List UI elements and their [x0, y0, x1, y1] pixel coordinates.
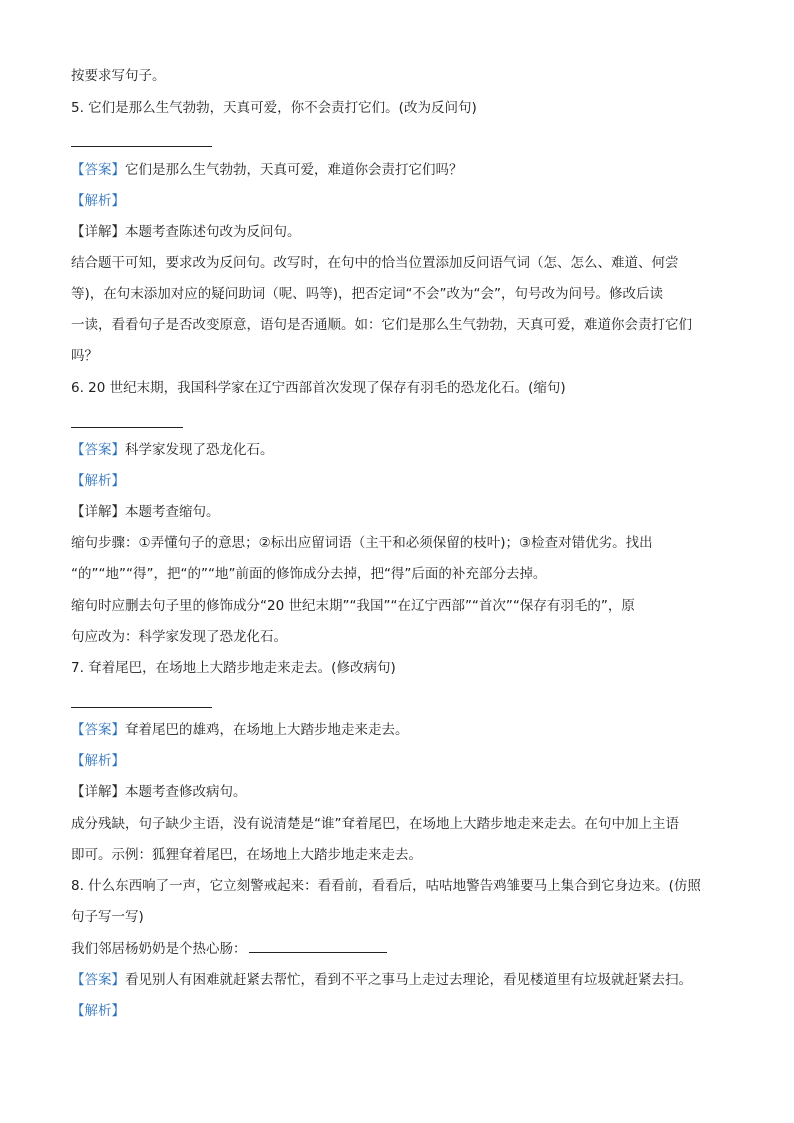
answer-7: [71, 720, 409, 740]
answer-8: [71, 970, 692, 990]
question-8-prompt-text: 我们邻居杨奶奶是个热心肠：: [71, 941, 247, 957]
explanation-6-line-4: 句应改为：科学家发现了恐龙化石。: [71, 629, 287, 645]
detail-7: [71, 782, 247, 802]
answer-tag: 【答案】: [71, 972, 125, 988]
analysis-5: [71, 191, 125, 211]
answer-tag: 【答案】: [71, 722, 125, 738]
question-7: 7. 耷着尾巴，在场地上大踏步地走来走去。(修改病句): [71, 660, 396, 676]
detail-tag: 【详解】: [71, 504, 125, 520]
detail-tag: 【详解】: [71, 224, 125, 240]
analysis-6: [71, 471, 125, 491]
question-6: 6. 20 世纪末期，我国科学家在辽宁西部首次发现了保存有羽毛的恐龙化石。(缩句): [71, 380, 566, 396]
answer-tag: 【答案】: [71, 442, 125, 458]
explanation-5-line-2: 等)，在句末添加对应的疑问助词（呢、吗等)，把否定词“不会”改为“会”，句号改为问号。修改后读: [71, 286, 664, 302]
answer-7-text: 耷着尾巴的雄鸡，在场地上大踏步地走来走去。: [125, 722, 409, 738]
explanation-6-line-1: 缩句步骤：①弄懂句子的意思；②标出应留词语（主干和必须保留的枝叶)；③检查对错优劣。找出: [71, 535, 653, 551]
answer-blank-8: [249, 938, 387, 953]
detail-5-text: 本题考查陈述句改为反问句。: [125, 224, 301, 240]
answer-blank-6: [71, 427, 183, 428]
detail-6-text: 本题考查缩句。: [125, 504, 220, 520]
detail-5: [71, 222, 301, 242]
answer-6-text: 科学家发现了恐龙化石。: [125, 442, 274, 458]
explanation-7-line-2: 即可。示例：狐狸耷着尾巴，在场地上大踏步地走来走去。: [71, 847, 422, 863]
explanation-5-line-1: 结合题干可知，要求改为反问句。改写时，在句中的恰当位置添加反问语气词（怎、怎么、难道、何尝: [71, 255, 679, 271]
analysis-7: [71, 751, 125, 771]
question-5: 5. 它们是那么生气勃勃，天真可爱，你不会责打它们。(改为反问句): [71, 100, 477, 116]
analysis-tag: 【解析】: [71, 753, 125, 769]
detail-tag: 【详解】: [71, 784, 125, 800]
answer-tag: 【答案】: [71, 162, 125, 178]
analysis-tag: 【解析】: [71, 1003, 125, 1019]
answer-blank-7: [71, 707, 212, 708]
detail-6: [71, 502, 220, 522]
explanation-5-line-3: 一读，看看句子是否改变原意，语句是否通顺。如：它们是那么生气勃勃，天真可爱，难道你会责打它们: [71, 317, 692, 333]
analysis-tag: 【解析】: [71, 193, 125, 209]
question-8-line-2: 句子写一写): [71, 909, 144, 925]
question-8-line-1: 8. 什么东西响了一声，它立刻警戒起来：看看前，看看后，咕咕地警告鸡雏要马上集合到它身边来。(仿照: [71, 878, 701, 894]
answer-6: [71, 440, 274, 460]
detail-7-text: 本题考查修改病句。: [125, 784, 247, 800]
answer-8-text: 看见别人有困难就赶紧去帮忙，看到不平之事马上走过去理论，看见楼道里有垃圾就赶紧去扫。: [125, 972, 692, 988]
explanation-7-line-1: 成分残缺，句子缺少主语，没有说清楚是“谁”耷着尾巴，在场地上大踏步地走来走去。在句中加上主语: [71, 816, 679, 832]
answer-blank-5: [71, 146, 212, 147]
explanation-5-line-4: 吗？: [71, 348, 98, 364]
answer-5: [71, 160, 463, 180]
question-8-prompt: [71, 938, 387, 959]
analysis-tag: 【解析】: [71, 473, 125, 489]
section-instruction: 按要求写句子。: [71, 68, 166, 84]
explanation-6-line-2: “的”“地”“得”，把“的”“地”前面的修饰成分去掉，把“得”后面的补充部分去掉。: [71, 566, 547, 582]
explanation-6-line-3: 缩句时应删去句子里的修饰成分“20 世纪末期”“我国”“在辽宁西部”“首次”“保存有羽毛的”，原: [71, 598, 635, 614]
analysis-8: [71, 1001, 125, 1021]
answer-5-text: 它们是那么生气勃勃，天真可爱，难道你会责打它们吗？: [125, 162, 463, 178]
